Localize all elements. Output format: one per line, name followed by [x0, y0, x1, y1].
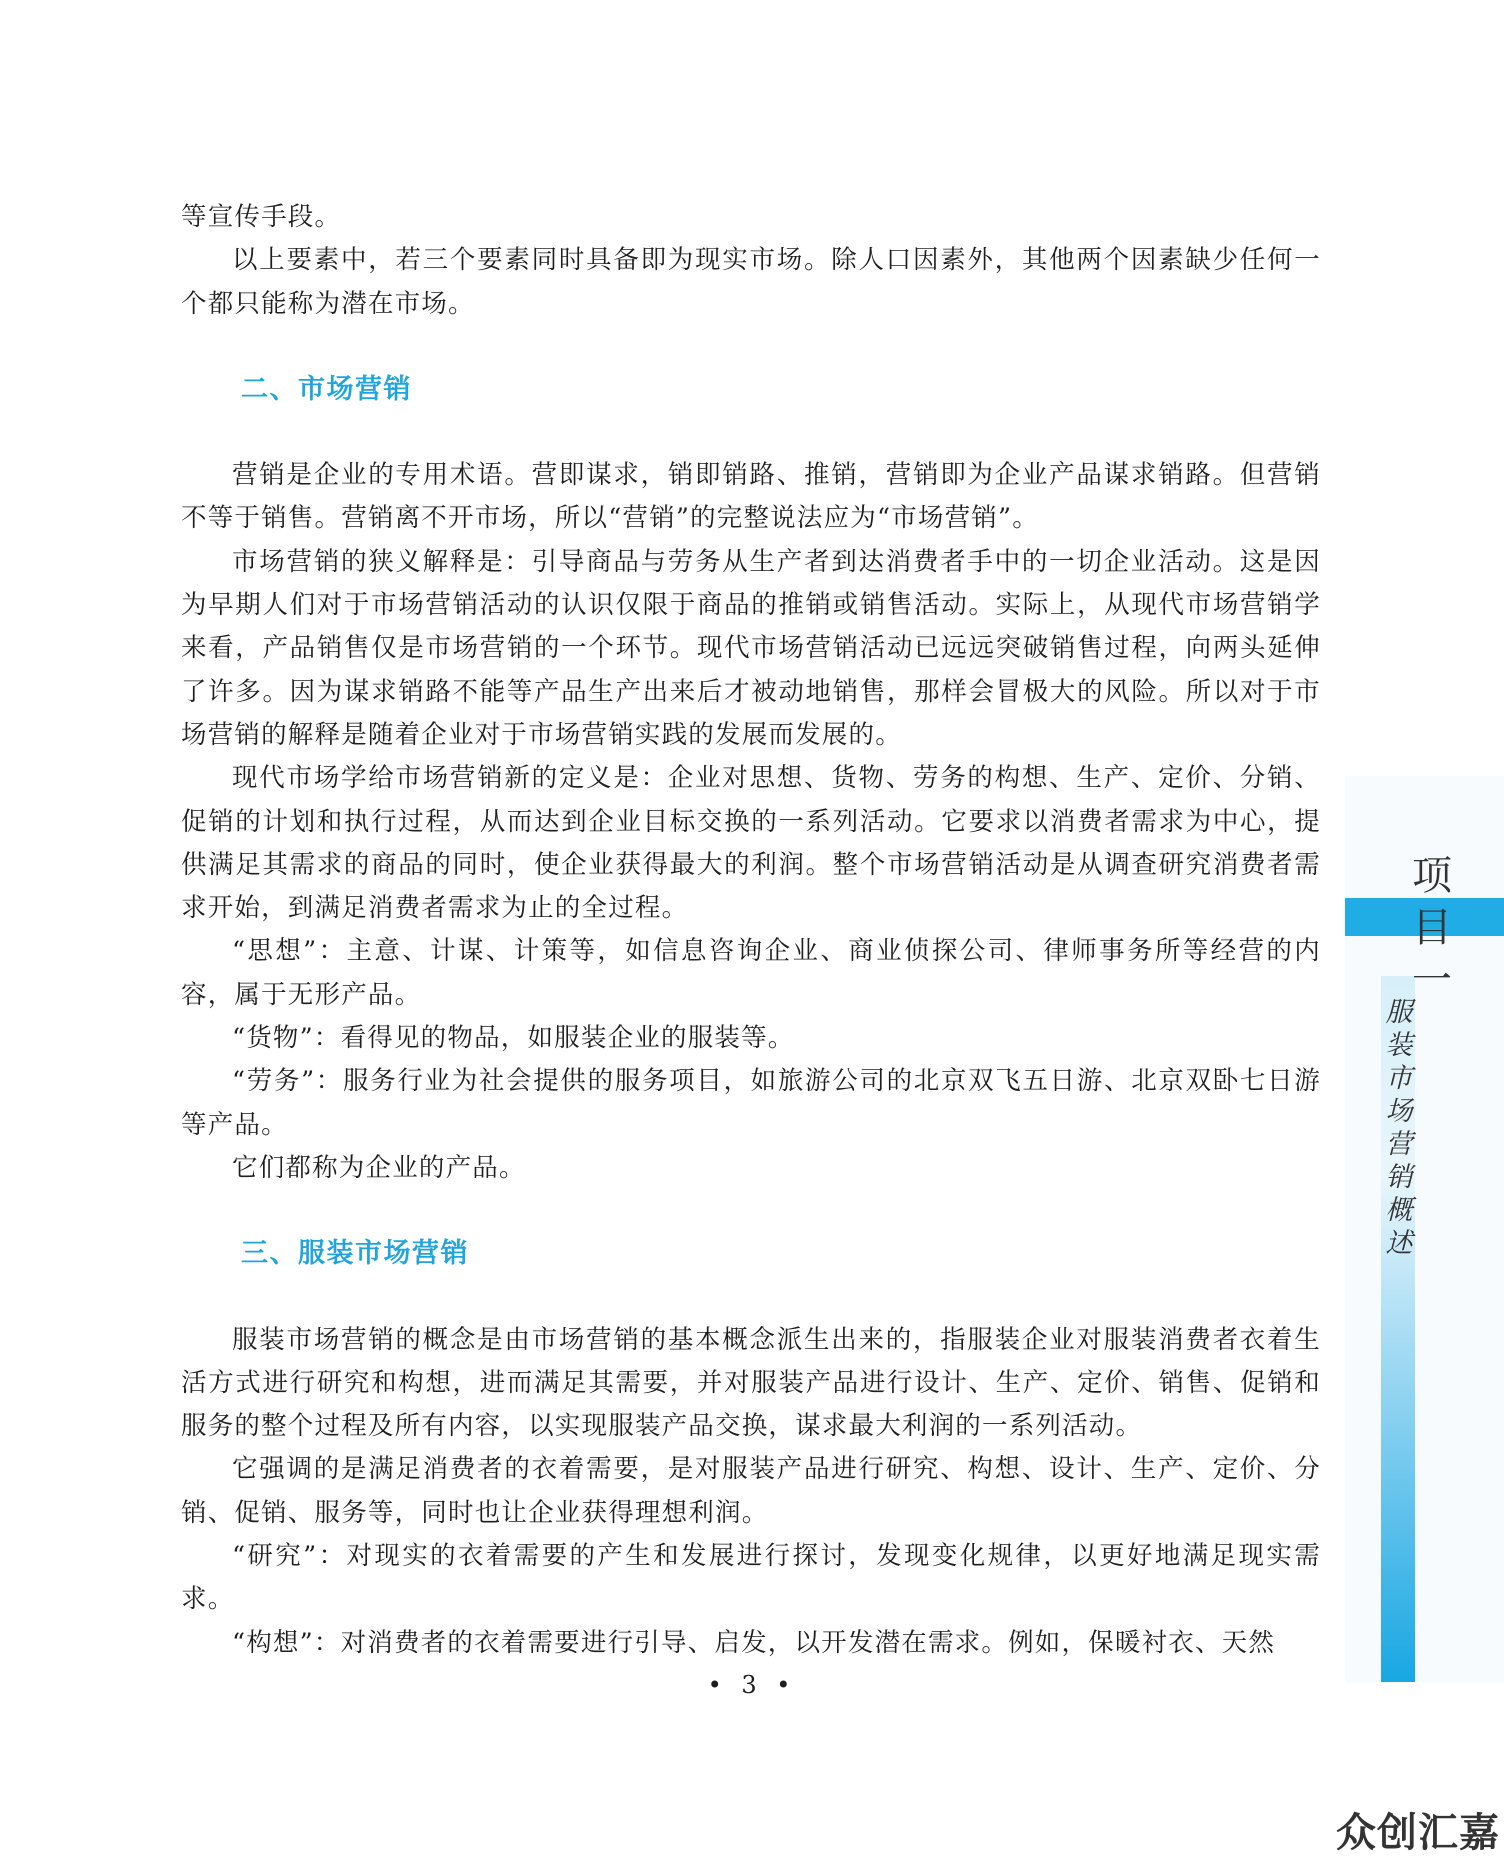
page-content	[181, 196, 1321, 1665]
paragraph: “货物”：看得见的物品，如服装企业的服装等。	[232, 1023, 795, 1054]
side-tab-subtitle-char: 营	[1385, 1129, 1413, 1160]
watermark-logo-text: 众创汇嘉	[1336, 1810, 1500, 1856]
side-tab-subtitle-char: 装	[1385, 1030, 1413, 1061]
side-tab-subtitle-char: 概	[1385, 1195, 1413, 1226]
paragraph: 市场营销的狭义解释是：引导商品与劳务从生产者到达消费者手中的一切企业活动。这是因为早期人们对于市场营销活动的认识仅限于商品的推销或销售活动。实际上，从现代市场营销学来看，产品销售仅是市场营销的一个环节。现代市场营销活动已远远突破销售过程，向两头延伸了许多。因为谋求销路不能等产品生产出来后才被动地销售，那样会冒极大的风险。所以对于市场营销的解释是随着企业对于市场营销实践的发展而发展的。	[181, 546, 1321, 750]
paragraph: 以上要素中，若三个要素同时具备即为现实市场。除人口因素外，其他两个因素缺少任何一个都只能称为潜在市场。	[181, 245, 1321, 319]
paragraph: “研究”：对现实的衣着需要的产生和发展进行探讨，发现变化规律，以更好地满足现实需求。	[181, 1541, 1321, 1615]
page-number: • 3 •	[707, 1671, 797, 1699]
section-heading-marketing: 二、市场营销	[241, 373, 412, 405]
side-tab-subtitle-char: 服	[1385, 997, 1413, 1028]
paragraph: 服装市场营销的概念是由市场营销的基本概念派生出来的，指服装企业对服装消费者衣着生活方式进行研究和构想，进而满足其需要，并对服装产品进行设计、生产、定价、销售、促销和服务的整个过程及所有内容，以实现服装产品交换，谋求最大利润的一系列活动。	[181, 1324, 1321, 1442]
side-tab-title	[1408, 850, 1456, 1006]
side-tab-title-char: 目	[1412, 905, 1452, 951]
paragraph: “构想”：对消费者的衣着需要进行引导、启发，以开发潜在需求。例如，保暖衬衣、天然	[232, 1627, 1276, 1658]
paragraph: 等宣传手段。	[181, 202, 342, 232]
paragraph: “思想”：主意、计谋、计策等，如信息咨询企业、商业侦探公司、律师事务所等经营的内容，属于无形产品。	[181, 936, 1321, 1010]
paragraph: 现代市场学给市场营销新的定义是：企业对思想、货物、劳务的构想、生产、定价、分销、促销的计划和执行过程，从而达到企业目标交换的一系列活动。它要求以消费者需求为中心，提供满足其需求的商品的同时，使企业获得最大的利润。整个市场营销活动是从调查研究消费者需求开始，到满足消费者需求为止的全过程。	[181, 763, 1321, 924]
side-tab-title-char: 项	[1412, 853, 1452, 899]
side-tab-subtitle-char: 场	[1385, 1096, 1413, 1127]
paragraph: 营销是企业的专用术语。营即谋求，销即销路、推销，营销即为企业产品谋求销路。但营销不等于销售。营销离不开市场，所以“营销”的完整说法应为“市场营销”。	[181, 460, 1321, 534]
section-heading-apparel-marketing: 三、服装市场营销	[241, 1238, 469, 1270]
side-tab-subtitle-char: 述	[1385, 1228, 1413, 1259]
side-tab-subtitle-char: 销	[1385, 1162, 1413, 1193]
paragraph: 它强调的是满足消费者的衣着需要，是对服装产品进行研究、构想、设计、生产、定价、分销、促销、服务等，同时也让企业获得理想利润。	[181, 1454, 1321, 1528]
side-tab-subtitle-char: 市	[1385, 1063, 1413, 1094]
side-tab-title-char: 一	[1412, 957, 1452, 1003]
side-tab-subtitle	[1382, 996, 1416, 1260]
paragraph: 它们都称为企业的产品。	[232, 1152, 526, 1183]
paragraph: “劳务”：服务行业为社会提供的服务项目，如旅游公司的北京双飞五日游、北京双卧七日游等产品。	[181, 1066, 1321, 1140]
